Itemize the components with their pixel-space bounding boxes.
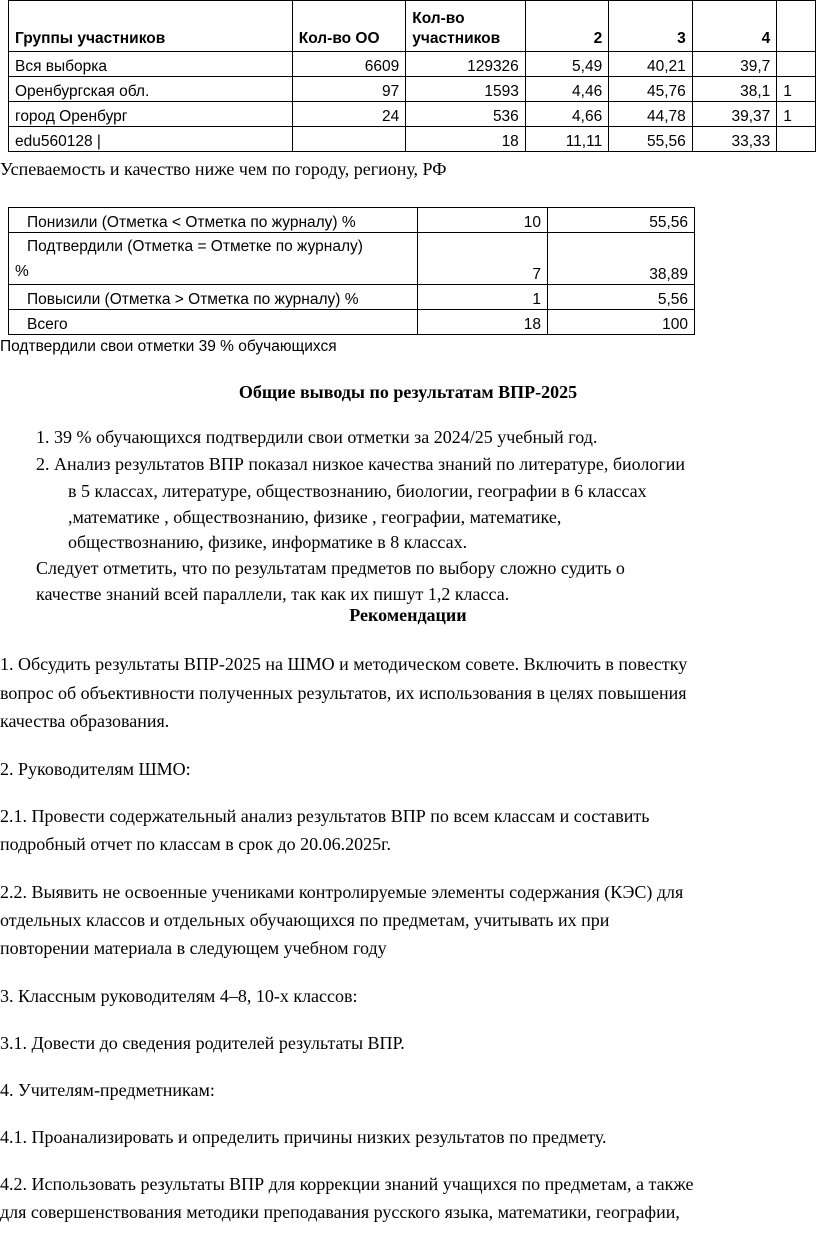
header-oo: Кол-во ОО: [292, 1, 405, 52]
conclusion-extra-line-2: качестве знаний всей параллели, так как их пишут 1,2 класса.: [36, 584, 510, 604]
table-row: [9, 127, 816, 152]
rec-4-2-line-2: для совершенствования методики преподавания русского языка, математики, географии,: [0, 1202, 680, 1222]
rec-1-line-3: качества образования.: [0, 711, 170, 731]
rec-2: 2. Руководителям ШМО:: [0, 759, 191, 779]
rec-4: 4. Учителям-предметникам:: [0, 1080, 215, 1100]
cell-g5: 1: [777, 102, 816, 127]
cell-oo: [292, 127, 405, 152]
rec-3: 3. Классным руководителям 4–8, 10-х классов:: [0, 986, 358, 1006]
cell-g4: 38,1: [692, 77, 776, 102]
rec-4-1: 4.1. Проанализировать и определить причины низких результатов по предмету.: [0, 1127, 607, 1147]
row-count: 10: [418, 208, 548, 233]
header-grade-2: 2: [525, 1, 608, 52]
cell-group: edu560128 |: [9, 127, 293, 152]
table-row: [9, 102, 816, 127]
conclusion-item-1: 1. 39 % обучающихся подтвердили свои отметки за 2024/25 учебный год.: [36, 427, 598, 447]
cell-g2: 11,11: [525, 127, 608, 152]
marks-comparison-table: [8, 207, 695, 335]
cell-g4: 39,37: [692, 102, 776, 127]
cell-group: Вся выборка: [9, 52, 293, 77]
cell-oo: 97: [292, 77, 405, 102]
recommendations-title: Рекомендации: [349, 605, 467, 625]
cell-g5: [777, 52, 816, 77]
conclusion-item-2-line-3: ,математике , обществознанию, физике , географии, математике,: [68, 507, 562, 527]
row-label: Всего: [9, 310, 418, 335]
header-grade-5: [777, 1, 816, 52]
row-count: 18: [418, 310, 548, 335]
cell-g3: 40,21: [609, 52, 693, 77]
rec-2-2-line-3: повторении материала в следующем учебном году: [0, 938, 387, 958]
cell-g4: 33,33: [692, 127, 776, 152]
conclusion-item-2-line-2: в 5 классах, литературе, обществознанию, биологии, географии в 6 классах: [68, 481, 647, 501]
cell-g2: 4,66: [525, 102, 608, 127]
cell-g5: 1: [777, 77, 816, 102]
rec-4-2-line-1: 4.2. Использовать результаты ВПР для коррекции знаний учащихся по предметам, а также: [0, 1174, 694, 1194]
rec-2-1-line-1: 2.1. Провести содержательный анализ результатов ВПР по всем классам и составить: [0, 806, 650, 826]
rec-1-line-1: 1. Обсудить результаты ВПР-2025 на ШМО и методическом совете. Включить в повестку: [0, 654, 688, 674]
table-header-row: [9, 1, 816, 52]
conclusion-item-2-line-1: 2. Анализ результатов ВПР показал низкое качества знаний по литературе, биологии: [36, 454, 686, 474]
cell-participants: 18: [406, 127, 526, 152]
table-row: [9, 285, 695, 310]
row-count: 7: [418, 233, 548, 285]
header-grade-3: 3: [609, 1, 693, 52]
cell-g5: [777, 127, 816, 152]
header-grade-4: 4: [692, 1, 776, 52]
table-row: [9, 77, 816, 102]
cell-g2: 5,49: [525, 52, 608, 77]
cell-g2: 4,46: [525, 77, 608, 102]
rec-2-1-line-2: подробный отчет по классам в срок до 20.06.2025г.: [0, 834, 391, 854]
results-table: [8, 0, 816, 152]
cell-group: город Оренбург: [9, 102, 293, 127]
cell-participants: 129326: [406, 52, 526, 77]
row-label: Подтвердили (Отметка = Отметке по журналу) %: [9, 233, 418, 285]
conclusion-extra-line-1: Следует отметить, что по результатам предметов по выбору сложно судить о: [36, 558, 625, 578]
table-row: [9, 310, 695, 335]
cell-g3: 45,76: [609, 77, 693, 102]
cell-participants: 1593: [406, 77, 526, 102]
conclusion-item-2-line-4: обществознанию, физике, информатике в 8 классах.: [68, 532, 468, 552]
table-row: [9, 208, 695, 233]
row-percent: 5,56: [548, 285, 695, 310]
row-count: 1: [418, 285, 548, 310]
cell-g3: 55,56: [609, 127, 693, 152]
cell-oo: 6609: [292, 52, 405, 77]
rec-2-2-line-2: отдельных классов и отдельных обучающихся по предметам, учитывать их при: [0, 910, 610, 930]
cell-oo: 24: [292, 102, 405, 127]
table-row: [9, 233, 695, 285]
cell-g4: 39,7: [692, 52, 776, 77]
cell-group: Оренбургская обл.: [9, 77, 293, 102]
conclusions-title: Общие выводы по результатам ВПР-2025: [238, 382, 578, 402]
header-group: Группы участников: [9, 1, 293, 52]
rec-1-line-2: вопрос об объективности полученных результатов, их использования в целях повышения: [0, 683, 687, 703]
table-row: [9, 52, 816, 77]
rec-2-2-line-1: 2.2. Выявить не освоенные учениками контролируемые элементы содержания (КЭС) для: [0, 882, 684, 902]
row-percent: 38,89: [548, 233, 695, 285]
header-participants: Кол-во участников: [406, 1, 526, 52]
cell-g3: 44,78: [609, 102, 693, 127]
rec-3-1: 3.1. Довести до сведения родителей результаты ВПР.: [0, 1033, 405, 1053]
confirmed-note: Подтвердили свои отметки 39 % обучающихся: [0, 338, 337, 355]
performance-note: Успеваемость и качество ниже чем по городу, региону, РФ: [0, 159, 447, 179]
row-percent: 55,56: [548, 208, 695, 233]
row-label: Повысили (Отметка > Отметка по журналу) %: [9, 285, 418, 310]
cell-participants: 536: [406, 102, 526, 127]
row-percent: 100: [548, 310, 695, 335]
row-label: Понизили (Отметка < Отметка по журналу) %: [9, 208, 418, 233]
